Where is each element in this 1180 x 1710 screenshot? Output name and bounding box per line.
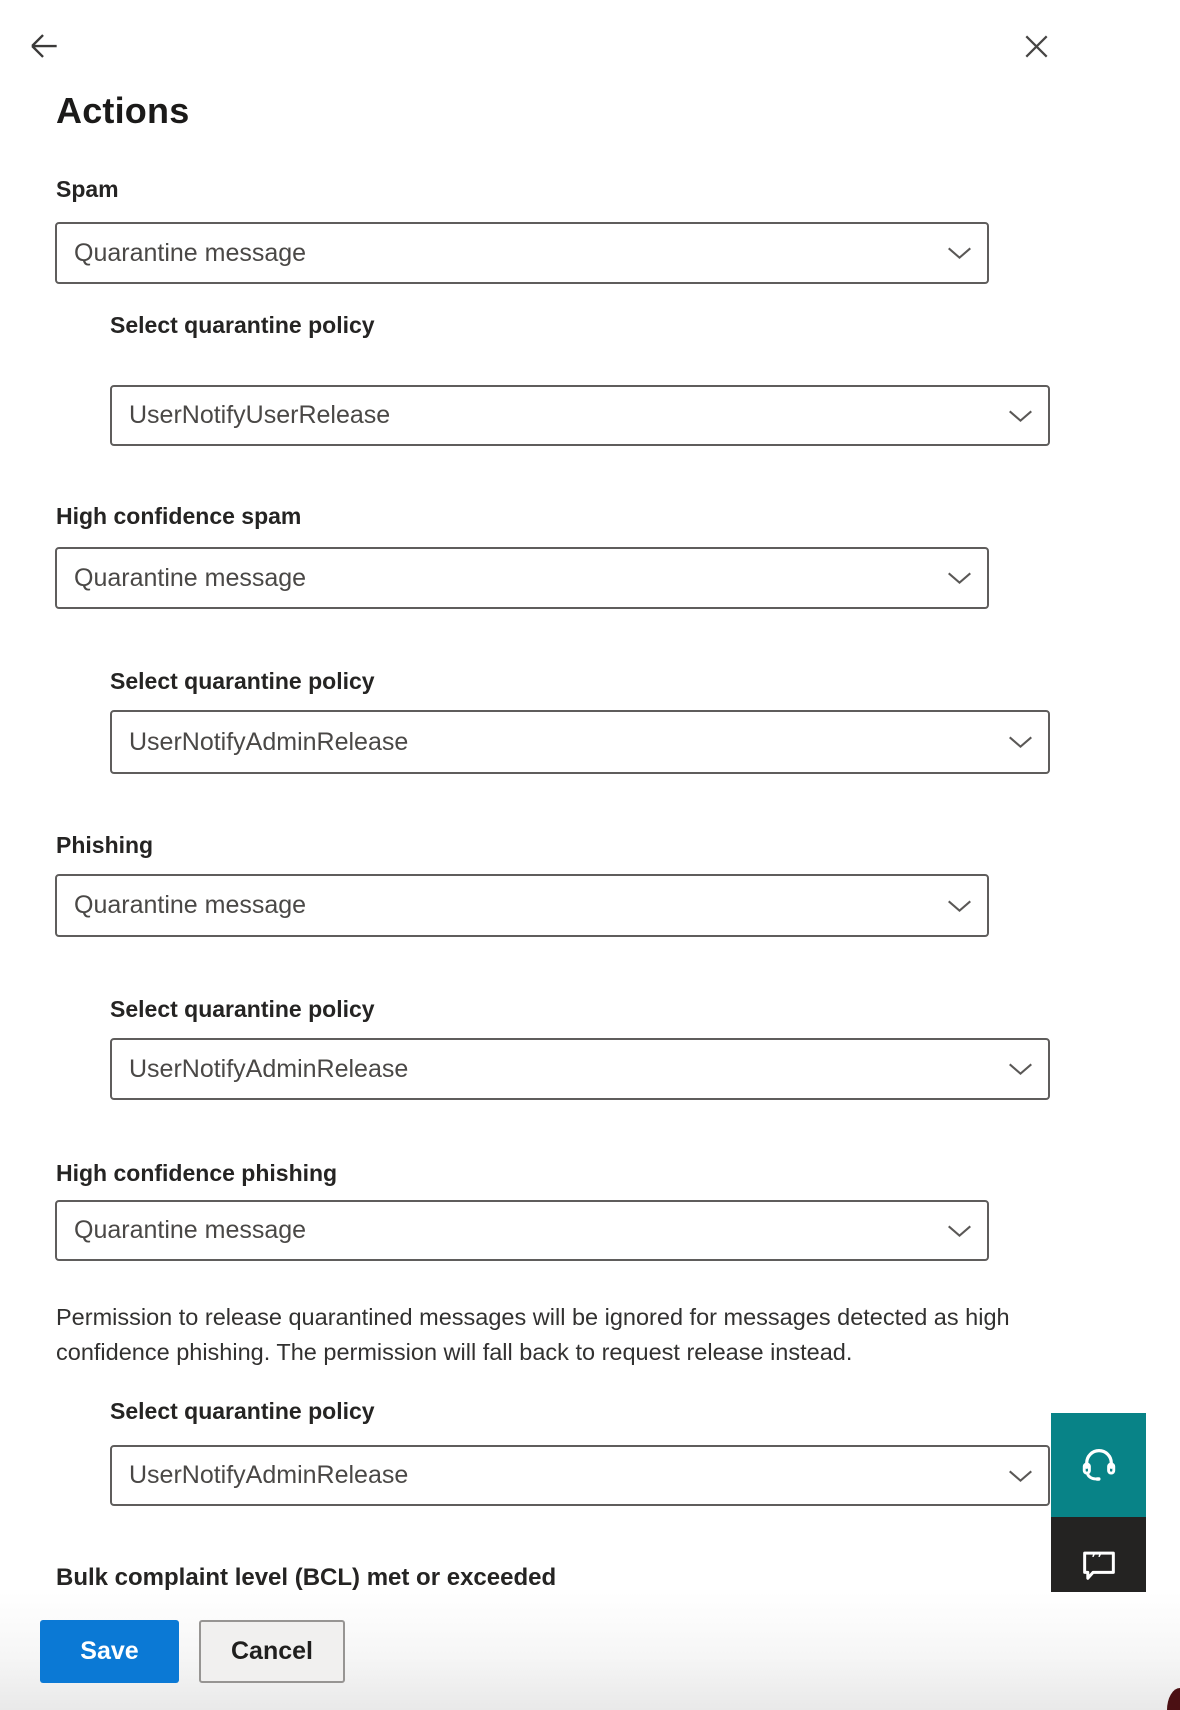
footer bbox=[0, 1592, 1180, 1710]
spam-action-select[interactable] bbox=[55, 222, 989, 284]
high-confidence-phishing-policy-label: Select quarantine policy bbox=[110, 1398, 375, 1424]
page-title: Actions bbox=[56, 90, 190, 131]
high-confidence-phishing-action-select[interactable] bbox=[55, 1200, 989, 1261]
high-confidence-spam-action-select[interactable] bbox=[55, 547, 989, 609]
chevron-down-icon bbox=[946, 246, 973, 261]
high-confidence-spam-policy-select[interactable] bbox=[110, 710, 1050, 774]
high-confidence-phishing-policy-select[interactable] bbox=[110, 1445, 1050, 1506]
phishing-policy-select[interactable] bbox=[110, 1038, 1050, 1100]
help-button[interactable] bbox=[1051, 1413, 1146, 1517]
chevron-down-icon bbox=[1007, 1468, 1034, 1483]
spam-action-value: Quarantine message bbox=[74, 238, 307, 267]
cancel-button[interactable]: Cancel bbox=[199, 1620, 345, 1683]
high-confidence-phishing-action-value: Quarantine message bbox=[74, 1216, 307, 1244]
chevron-down-icon bbox=[1007, 408, 1034, 423]
close-icon bbox=[1019, 29, 1054, 64]
close-button[interactable] bbox=[1014, 24, 1058, 68]
chevron-down-icon bbox=[1007, 735, 1034, 750]
high-confidence-spam-label: High confidence spam bbox=[56, 503, 302, 529]
chevron-down-icon bbox=[946, 571, 973, 586]
high-confidence-spam-action-value: Quarantine message bbox=[74, 563, 307, 592]
high-confidence-spam-policy-value: UserNotifyAdminRelease bbox=[129, 727, 409, 756]
high-confidence-phishing-policy-value: UserNotifyAdminRelease bbox=[129, 1461, 409, 1489]
bcl-section-label: Bulk complaint level (BCL) met or exceeded bbox=[56, 1564, 557, 1591]
spam-label: Spam bbox=[56, 176, 119, 202]
phishing-policy-value: UserNotifyAdminRelease bbox=[129, 1054, 409, 1083]
high-confidence-spam-policy-label: Select quarantine policy bbox=[110, 668, 375, 694]
phishing-label: Phishing bbox=[56, 832, 154, 858]
chevron-down-icon bbox=[946, 898, 973, 913]
back-button[interactable] bbox=[22, 24, 66, 68]
high-confidence-phishing-note: Permission to release quarantined messages will be ignored for messages detected as high confidence phishing. The permission will fall back to request release instead. bbox=[56, 1304, 1010, 1365]
arrow-left-icon bbox=[25, 27, 63, 65]
phishing-action-value: Quarantine message bbox=[74, 891, 307, 919]
spam-policy-select[interactable] bbox=[110, 385, 1050, 446]
spam-policy-label: Select quarantine policy bbox=[110, 312, 375, 338]
phishing-policy-label: Select quarantine policy bbox=[110, 996, 375, 1022]
headset-icon bbox=[1076, 1442, 1122, 1488]
svg-text:’’: ’’ bbox=[1090, 1548, 1103, 1572]
feedback-icon bbox=[1078, 1544, 1120, 1586]
save-button[interactable]: Save bbox=[40, 1620, 179, 1683]
spam-policy-value: UserNotifyUserRelease bbox=[129, 401, 391, 429]
chevron-down-icon bbox=[946, 1223, 973, 1238]
high-confidence-phishing-label: High confidence phishing bbox=[56, 1160, 338, 1186]
phishing-action-select[interactable] bbox=[55, 874, 989, 937]
chevron-down-icon bbox=[1007, 1062, 1034, 1077]
